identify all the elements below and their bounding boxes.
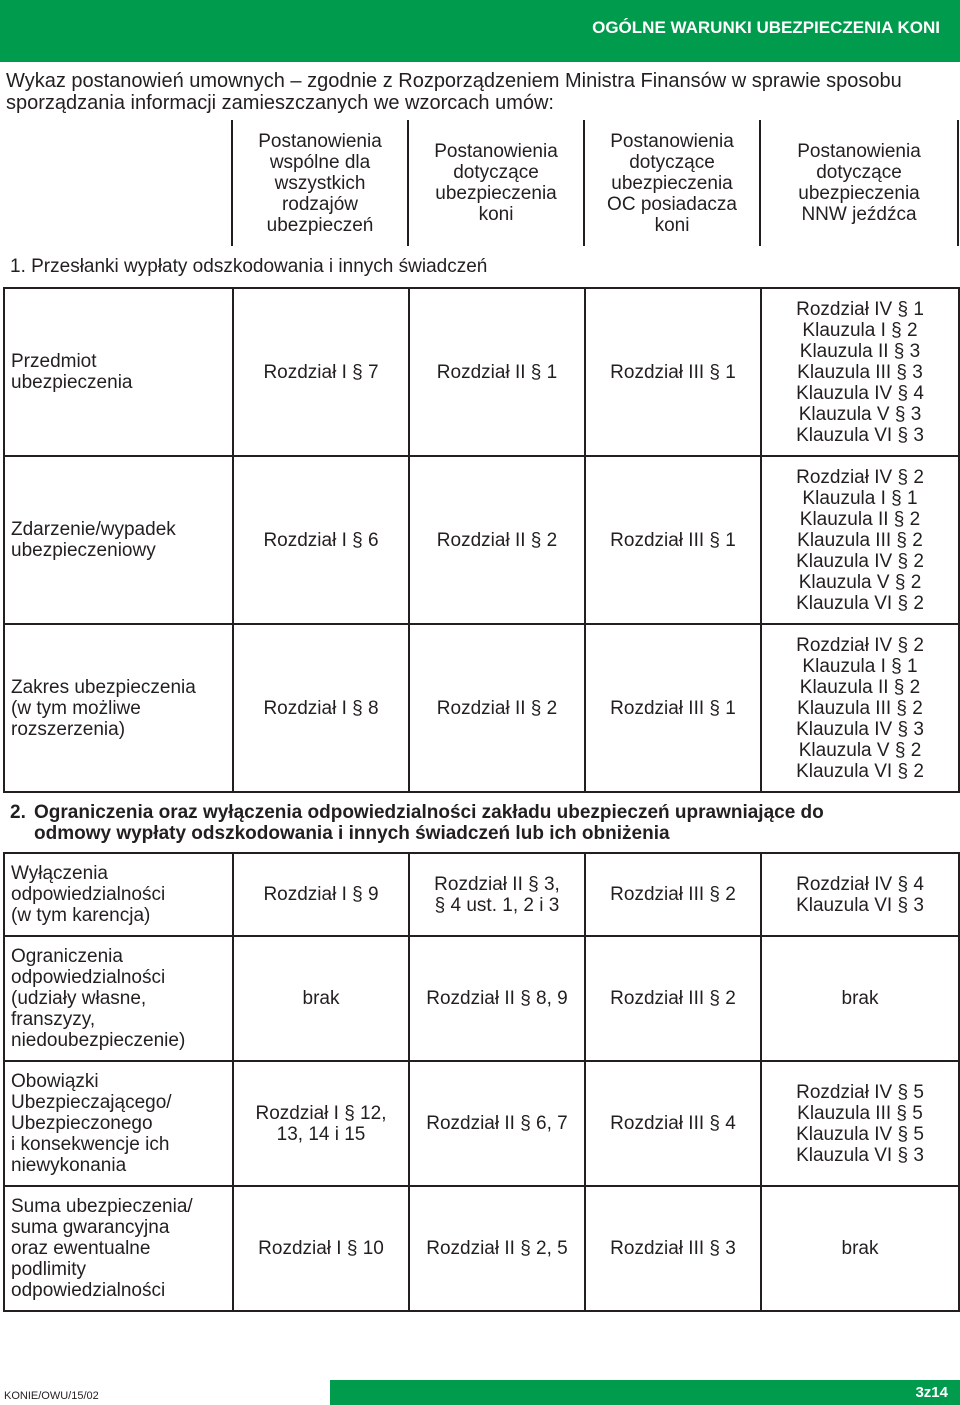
- cell-nnw: Rozdział IV § 2 Klauzula I § 1 Klauzula II § 2 Klauzula III § 2 Klauzula IV § 2 Klauzula V § 2 Klauzula VI § 2: [761, 456, 959, 624]
- cell-horses: Rozdział II § 3, § 4 ust. 1, 2 i 3: [409, 853, 585, 936]
- cell-oc: Rozdział III § 2: [585, 936, 761, 1061]
- section2-table: [3, 852, 960, 1312]
- page-number: 3z14: [915, 1384, 948, 1401]
- intro-text: Wykaz postanowień umownych – zgodnie z Rozporządzeniem Ministra Finansów w sprawie sposobu sporządzania informacji zamieszczanych we wzorcach umów:: [6, 70, 902, 114]
- table-row: [4, 1186, 959, 1311]
- page-header-bar: [0, 0, 960, 62]
- cell-horses: Rozdział II § 2: [409, 624, 585, 792]
- section1-table: [3, 287, 960, 793]
- table-row: [4, 456, 959, 624]
- column-header-oc: Postanowienia dotyczące ubezpieczenia OC posiadacza koni: [584, 120, 760, 246]
- section2-title: Ograniczenia oraz wyłączenia odpowiedzialności zakładu ubezpieczeń uprawniające do odmowy wypłaty odszkodowania i innych świadczeń lub ich obniżenia: [34, 802, 824, 844]
- cell-nnw: Rozdział IV § 1 Klauzula I § 2 Klauzula II § 3 Klauzula III § 3 Klauzula IV § 4 Klauzula V § 3 Klauzula VI § 3: [761, 288, 959, 456]
- cell-common: brak: [233, 936, 409, 1061]
- document-title: OGÓLNE WARUNKI UBEZPIECZENIA KONI: [592, 18, 940, 37]
- cell-common: Rozdział I § 7: [233, 288, 409, 456]
- cell-common: Rozdział I § 12, 13, 14 i 15: [233, 1061, 409, 1186]
- cell-nnw: brak: [761, 1186, 959, 1311]
- cell-nnw: Rozdział IV § 4 Klauzula VI § 3: [761, 853, 959, 936]
- cell-nnw: Rozdział IV § 5 Klauzula III § 5 Klauzula IV § 5 Klauzula VI § 3: [761, 1061, 959, 1186]
- section1-title: 1. Przesłanki wypłaty odszkodowania i innych świadczeń: [10, 256, 488, 277]
- cell-horses: Rozdział II § 6, 7: [409, 1061, 585, 1186]
- cell-oc: Rozdział III § 2: [585, 853, 761, 936]
- row-label: Suma ubezpieczenia/ suma gwarancyjna oraz ewentualne podlimity odpowiedzialności: [4, 1186, 233, 1311]
- section2-number: 2.: [10, 802, 26, 823]
- table-row: [4, 288, 959, 456]
- row-label: Zakres ubezpieczenia (w tym możliwe rozszerzenia): [4, 624, 233, 792]
- cell-horses: Rozdział II § 8, 9: [409, 936, 585, 1061]
- row-label: Wyłączenia odpowiedzialności (w tym karencja): [4, 853, 233, 936]
- column-header-horses: Postanowienia dotyczące ubezpieczenia koni: [408, 120, 584, 246]
- cell-horses: Rozdział II § 1: [409, 288, 585, 456]
- table-row: [4, 1061, 959, 1186]
- cell-oc: Rozdział III § 1: [585, 456, 761, 624]
- cell-common: Rozdział I § 6: [233, 456, 409, 624]
- cell-common: Rozdział I § 9: [233, 853, 409, 936]
- cell-nnw: Rozdział IV § 2 Klauzula I § 1 Klauzula II § 2 Klauzula III § 2 Klauzula IV § 3 Klauzula V § 2 Klauzula VI § 2: [761, 624, 959, 792]
- row-label: Obowiązki Ubezpieczającego/ Ubezpieczonego i konsekwencje ich niewykonania: [4, 1061, 233, 1186]
- table-row: [4, 624, 959, 792]
- table-row: [4, 853, 959, 936]
- cell-oc: Rozdział III § 3: [585, 1186, 761, 1311]
- column-header-table: [3, 120, 959, 246]
- column-header-nnw: Postanowienia dotyczące ubezpieczenia NNW jeźdźca: [760, 120, 958, 246]
- cell-horses: Rozdział II § 2, 5: [409, 1186, 585, 1311]
- cell-common: Rozdział I § 8: [233, 624, 409, 792]
- row-label: Przedmiot ubezpieczenia: [4, 288, 233, 456]
- footer-bar: [330, 1380, 960, 1405]
- cell-oc: Rozdział III § 1: [585, 288, 761, 456]
- cell-oc: Rozdział III § 4: [585, 1061, 761, 1186]
- table-row: [4, 936, 959, 1061]
- cell-oc: Rozdział III § 1: [585, 624, 761, 792]
- cell-common: Rozdział I § 10: [233, 1186, 409, 1311]
- empty-corner: [3, 120, 232, 246]
- cell-nnw: brak: [761, 936, 959, 1061]
- row-label: Zdarzenie/wypadek ubezpieczeniowy: [4, 456, 233, 624]
- document-code: KONIE/OWU/15/02: [4, 1390, 99, 1402]
- cell-horses: Rozdział II § 2: [409, 456, 585, 624]
- column-header-common: Postanowienia wspólne dla wszystkich rodzajów ubezpieczeń: [232, 120, 408, 246]
- row-label: Ograniczenia odpowiedzialności (udziały własne, franszyzy, niedoubezpieczenie): [4, 936, 233, 1061]
